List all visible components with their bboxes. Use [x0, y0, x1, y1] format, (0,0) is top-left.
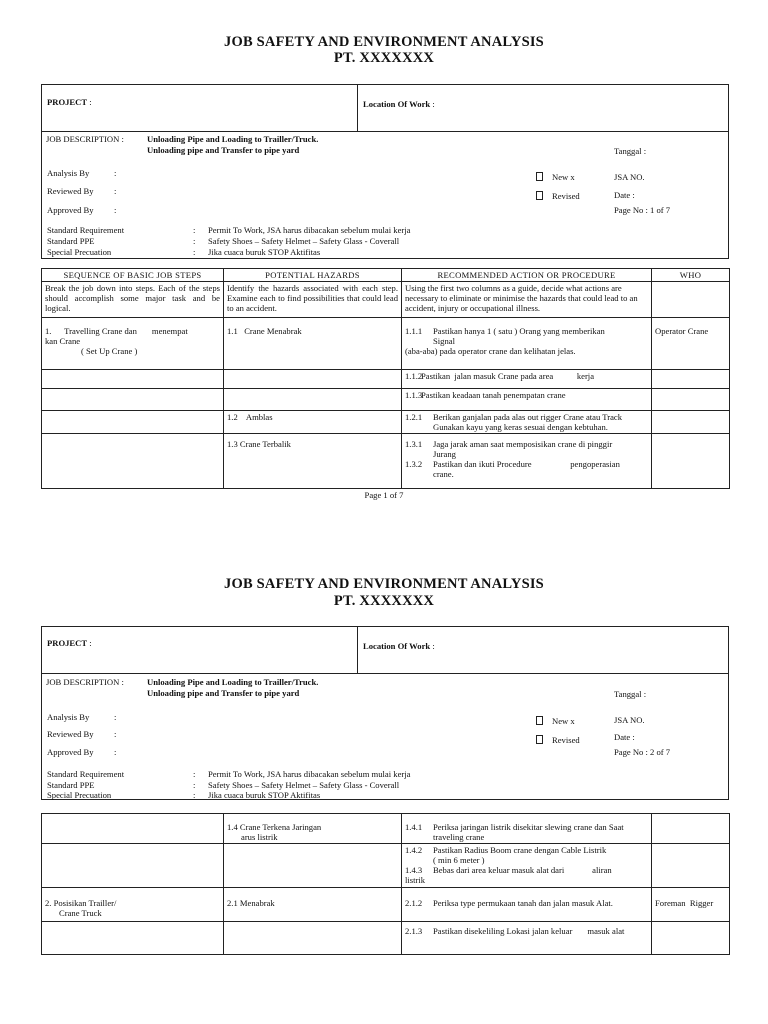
action-1-4-2-line2: ( min 6 meter ) — [433, 855, 485, 865]
action-1-4-3-line2: listrik — [405, 875, 426, 885]
jsa-no-label: JSA NO. — [614, 172, 645, 182]
new-checkbox[interactable] — [536, 716, 543, 725]
standard-requirement-colon: : — [193, 769, 196, 779]
table-row — [42, 389, 730, 411]
table-row — [42, 434, 730, 489]
table-row — [42, 888, 730, 922]
revised-label: Revised — [552, 191, 580, 201]
action-number: 1.1.3 — [405, 390, 423, 400]
header-recommended-action: RECOMMENDED ACTION OR PROCEDURE — [402, 269, 652, 282]
page-no-label: Page No : 2 of 7 — [614, 747, 671, 757]
header-potential-hazards: POTENTIAL HAZARDS — [224, 269, 402, 282]
action-1-4-2-line1: Pastikan Radius Boom crane dengan Cable Listrik — [433, 845, 607, 855]
job-description-line2: Unloading pipe and Transfer to pipe yard — [147, 688, 300, 698]
action-number: 1.1.1 — [405, 326, 423, 336]
page-footer: Page 1 of 7 — [364, 490, 404, 500]
action-number: 1.3.2 — [405, 459, 423, 469]
standard-ppe-label: Standard PPE — [47, 780, 95, 790]
page-no-label: Page No : 1 of 7 — [614, 205, 671, 215]
step-2-line2: Crane Truck — [59, 908, 102, 918]
action-1-3-1-line1: Jaga jarak aman saat memposisikan crane di pinggir — [433, 439, 613, 449]
standard-requirement-colon: : — [193, 225, 196, 235]
job-description-label: JOB DESCRIPTION : — [46, 134, 124, 144]
hazard-1-2: 1.2 Amblas — [227, 412, 273, 422]
standard-ppe-colon: : — [193, 780, 196, 790]
project-box — [41, 626, 729, 674]
guide-job-steps: Break the job down into steps. Each of the steps should accomplish some major task and be logical. — [42, 282, 224, 318]
analysis-by-colon: : — [114, 168, 117, 178]
action-number: 1.3.1 — [405, 439, 423, 449]
action-number: 1.4.1 — [405, 822, 423, 832]
action-1-4-1-line1: Periksa jaringan listrik disekitar slewing crane dan Saat — [433, 822, 624, 832]
action-1-4-1-line2: traveling crane — [433, 832, 485, 842]
guide-recommended-action: Using the first two columns as a guide, decide what actions are necessary to eliminate or minimise the hazards that could lead to an accident, injury or occupational illness. — [402, 282, 652, 318]
job-description-box — [41, 673, 729, 800]
revised-checkbox[interactable] — [536, 191, 543, 200]
reviewed-by-label: Reviewed By — [47, 729, 94, 739]
step-2-line1: 2. Posisikan Trailler/ — [45, 898, 117, 908]
special-precaution-colon: : — [193, 790, 196, 800]
new-checkbox[interactable] — [536, 172, 543, 181]
action-number: 1.4.2 — [405, 845, 423, 855]
special-precaution-label: Special Precuation — [47, 790, 112, 800]
step-1-line1: 1. Travelling Crane dan menempat — [45, 326, 188, 336]
job-description-line2: Unloading pipe and Transfer to pipe yard — [147, 145, 300, 155]
standard-requirement-value: Permit To Work, JSA harus dibacakan sebelum mulai kerja — [208, 225, 411, 235]
approved-by-label: Approved By — [47, 205, 94, 215]
analysis-by-colon: : — [114, 712, 117, 722]
standard-requirement-label: Standard Requirement — [47, 769, 125, 779]
project-separator: : — [89, 638, 92, 648]
jsa-table-page-2 — [41, 813, 730, 955]
special-precaution-value: Jika cuaca buruk STOP Aktifitas — [208, 790, 321, 800]
hazard-1-4-line1: 1.4 Crane Terkena Jaringan — [227, 822, 322, 832]
table-row — [42, 318, 730, 370]
document-title: JOB SAFETY AND ENVIRONMENT ANALYSIS — [224, 34, 544, 50]
revised-label: Revised — [552, 735, 580, 745]
hazard-1-3: 1.3 Crane Terbalik — [227, 439, 291, 449]
job-description-line1: Unloading Pipe and Loading to Trailler/Truck. — [147, 134, 319, 144]
jsa-no-label: JSA NO. — [614, 715, 645, 725]
action-1-1-3: Pastikan keadaan tanah penempatan crane — [421, 390, 566, 400]
job-description-label: JOB DESCRIPTION : — [46, 677, 124, 687]
approved-by-label: Approved By — [47, 747, 94, 757]
header-job-steps: SEQUENCE OF BASIC JOB STEPS — [42, 269, 224, 282]
new-label: New x — [552, 716, 575, 726]
action-1-1-1-line2: Signal — [433, 336, 455, 346]
standard-requirement-value: Permit To Work, JSA harus dibacakan sebelum mulai kerja — [208, 769, 411, 779]
revised-checkbox[interactable] — [536, 735, 543, 744]
action-1-4-3-line1: Bebas dari area keluar masuk alat dari aliran — [433, 865, 612, 875]
reviewed-by-label: Reviewed By — [47, 186, 94, 196]
table-row — [42, 922, 730, 955]
job-description-box — [41, 131, 729, 259]
action-1-1-1-line1: Pastikan hanya 1 ( satu ) Orang yang memberikan — [433, 326, 605, 336]
jsa-table-page-1 — [41, 268, 730, 489]
special-precaution-label: Special Precuation — [47, 247, 112, 257]
standard-ppe-label: Standard PPE — [47, 236, 95, 246]
new-label: New x — [552, 172, 575, 182]
hazard-2-1: 2.1 Menabrak — [227, 898, 275, 908]
action-1-2-1-line1: Berikan ganjalan pada alas out rigger Crane atau Track — [433, 412, 622, 422]
company-name: PT. XXXXXXX — [333, 50, 435, 66]
document-title: JOB SAFETY AND ENVIRONMENT ANALYSIS — [224, 576, 544, 592]
action-number: 1.1.2 — [405, 371, 423, 381]
action-2-1-3: Pastikan disekeliling Lokasi jalan keluar masuk alat — [433, 926, 625, 936]
step-1-line2: kan Crane — [45, 336, 81, 346]
analysis-by-label: Analysis By — [47, 712, 90, 722]
standard-ppe-value: Safety Shoes – Safety Helmet – Safety Glass - Coverall — [208, 780, 400, 790]
header-who: WHO — [652, 269, 730, 282]
project-separator: : — [89, 97, 92, 107]
table-row — [42, 411, 730, 434]
standard-requirement-label: Standard Requirement — [47, 225, 125, 235]
special-precaution-colon: : — [193, 247, 196, 257]
company-name: PT. XXXXXXX — [333, 593, 435, 609]
project-label: PROJECT — [47, 638, 88, 648]
table-row — [42, 844, 730, 888]
action-1-1-1-line3: (aba-aba) pada operator crane dan kelihatan jelas. — [405, 346, 576, 356]
special-precaution-value: Jika cuaca buruk STOP Aktifitas — [208, 247, 321, 257]
who-1: Operator Crane — [655, 326, 709, 336]
hazard-1-1: 1.1 Crane Menabrak — [227, 326, 302, 336]
tanggal-label: Tanggal : — [614, 689, 647, 699]
action-1-1-2: Pastikan jalan masuk Crane pada area kerja — [421, 371, 595, 381]
action-number: 2.1.3 — [405, 926, 423, 936]
guide-potential-hazards: Identify the hazards associated with each step. Examine each to find possibilities that could lead to an accident. — [224, 282, 402, 318]
action-1-3-1-line2: Jurang — [433, 449, 456, 459]
standard-ppe-colon: : — [193, 236, 196, 246]
reviewed-by-colon: : — [114, 186, 117, 196]
table-guide-row — [42, 282, 730, 318]
action-number: 1.2.1 — [405, 412, 423, 422]
analysis-by-label: Analysis By — [47, 168, 90, 178]
date-label: Date : — [614, 190, 635, 200]
location-label: Location Of Work — [363, 99, 431, 109]
location-separator: : — [432, 99, 435, 109]
tanggal-label: Tanggal : — [614, 146, 647, 156]
action-1-3-2-line1: Pastikan dan ikuti Procedure pengoperasian — [433, 459, 620, 469]
table-row — [42, 370, 730, 389]
action-number: 1.4.3 — [405, 865, 423, 875]
reviewed-by-colon: : — [114, 729, 117, 739]
location-label: Location Of Work — [363, 641, 431, 651]
action-2-1-2: Periksa type permukaan tanah dan jalan masuk Alat. — [433, 898, 613, 908]
location-separator: : — [432, 641, 435, 651]
action-1-3-2-line2: crane. — [433, 469, 454, 479]
project-label: PROJECT — [47, 97, 88, 107]
standard-ppe-value: Safety Shoes – Safety Helmet – Safety Glass - Coverall — [208, 236, 400, 246]
table-row — [42, 814, 730, 844]
hazard-1-4-line2: arus listrik — [241, 832, 278, 842]
step-1-line3: ( Set Up Crane ) — [81, 346, 138, 356]
project-box — [41, 84, 729, 132]
guide-who — [652, 282, 730, 318]
action-number: 2.1.2 — [405, 898, 423, 908]
job-description-line1: Unloading Pipe and Loading to Trailler/Truck. — [147, 677, 319, 687]
action-1-2-1-line2: Gunakan kayu yang keras sesuai dengan kebtuhan. — [433, 422, 608, 432]
approved-by-colon: : — [114, 747, 117, 757]
who-2: Foreman Rigger — [655, 898, 714, 908]
date-label: Date : — [614, 732, 635, 742]
table-header-row — [42, 269, 730, 282]
approved-by-colon: : — [114, 205, 117, 215]
